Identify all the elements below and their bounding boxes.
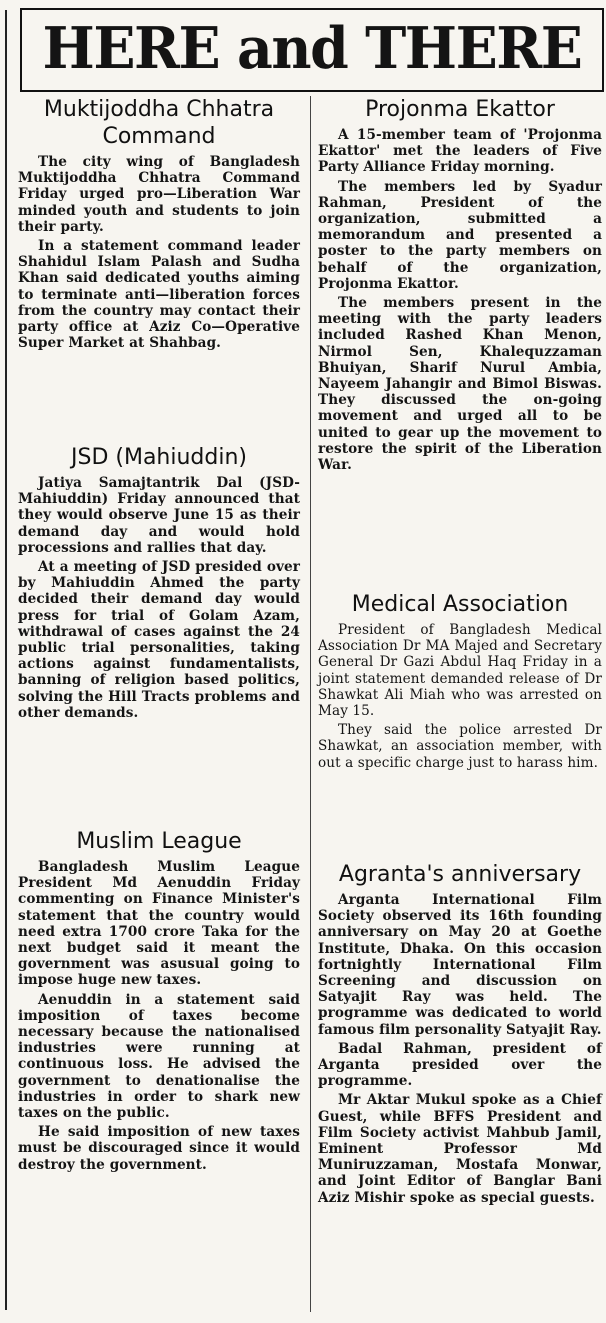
story-muktijoddha [18, 96, 300, 444]
story-body [18, 475, 300, 721]
masthead-title: HERE and THERE [42, 15, 582, 82]
masthead-box [20, 8, 604, 92]
story-body [18, 859, 300, 1173]
paragraph: Mr Aktar Mukul spoke as a Chief Guest, while BFFS President and Film Society activist Mahbub Jamil, Eminent Professor Md Muniruzzaman, Mostafa Monwar, and Joint Editor of Banglar Bani Aziz Mishir spoke as special guests. [318, 1092, 602, 1206]
paragraph: He said imposition of new taxes must be discouraged since it would destroy the government. [18, 1124, 300, 1173]
story-agranta [318, 861, 602, 1206]
paragraph: President of Bangladesh Medical Association Dr MA Majed and Secretary General Dr Gazi Abdul Haq Friday in a joint statement demanded release of Dr Shawkat Ali Miah who was arrested on May 15. [318, 622, 602, 720]
headline-jsd: JSD (Mahiuddin) [71, 445, 247, 470]
paragraph: The city wing of Bangladesh Muktijoddha Chhatra Command Friday urged pro—Liberation War minded youth and students to join their party. [18, 154, 300, 235]
left-column [18, 96, 300, 1176]
paragraph: In a statement command leader Shahidul Islam Palash and Sudha Khan said dedicated youths aiming to terminate anti—liberation forces from the country may contact their party office at Aziz Co—Operative Super Market at Shahbag. [18, 238, 300, 352]
headline-agranta: Agranta's anniversary [338, 862, 582, 887]
story-body [318, 892, 602, 1206]
paragraph: The members present in the meeting with the party leaders included Rashed Khan Menon, Nirmol Sen, Khalequzzaman Bhuiyan, Sharif Nurul Ambia, Nayeem Jahangir and Bimol Biswas. They discussed the on-going movement and urged all to be united to gear up the movement to restore the spirit of the Liberation War. [318, 295, 602, 474]
paragraph: Aenuddin in a statement said imposition of taxes become necessary because the nationalised industries were running at continuous loss. He advised the government to denationalise the industries in order to shark new taxes on the public. [18, 991, 300, 1122]
headline-medical: Medical Association [351, 592, 569, 617]
story-projonma [318, 96, 602, 591]
story-muslim-league [18, 828, 300, 1173]
story-medical-association [318, 591, 602, 861]
paragraph: They said the police arrested Dr Shawkat, an association member, with out a specific charge just to harass him. [318, 722, 602, 771]
story-body [318, 622, 602, 771]
story-jsd [18, 444, 300, 828]
headline-muslim-league: Muslim League [76, 829, 242, 854]
paragraph: A 15-member team of 'Projonma Ekattor' met the leaders of Five Party Alliance Friday morning. [318, 127, 602, 176]
paragraph: Jatiya Samajtantrik Dal (JSD-Mahiuddin) Friday announced that they would observe June 15 as their demand day and would hold processions and rallies that day. [18, 475, 300, 556]
story-body [18, 154, 300, 351]
headline-muktijoddha: Muktijoddha Chhatra Command [43, 97, 275, 149]
left-border-rule [5, 10, 7, 1310]
story-body [318, 127, 602, 473]
paragraph: At a meeting of JSD presided over by Mahiuddin Ahmed the party decided their demand day would press for trial of Golam Azam, withdrawal of cases against the 24 public trial personalities, taking actions against fundamentalists, banning of religion based politics, solving the Hill Tracts problems and other demands. [18, 559, 300, 721]
paragraph: Arganta International Film Society observed its 16th founding anniversary on May 20 at Goethe Institute, Dhaka. On this occasion fortnightly International Film Screening and discussion on Satyajit Ray was held. The programme was dedicated to world famous film personality Satyajit Ray. [318, 892, 602, 1038]
right-column [318, 96, 602, 1209]
paragraph: Badal Rahman, president of Arganta presided over the programme. [318, 1040, 602, 1090]
paragraph: The members led by Syadur Rahman, President of the organization, submitted a memorandum and presented a poster to the party members on behalf of the organization, Projonma Ekattor. [318, 178, 602, 292]
column-divider [310, 96, 311, 1312]
paragraph: Bangladesh Muslim League President Md Aenuddin Friday commenting on Finance Minister's statement that the country would need extra 1700 crore Taka for the next budget said it meant the government was asusual going to impose huge new taxes. [18, 859, 300, 989]
headline-projonma: Projonma Ekattor [365, 97, 555, 122]
